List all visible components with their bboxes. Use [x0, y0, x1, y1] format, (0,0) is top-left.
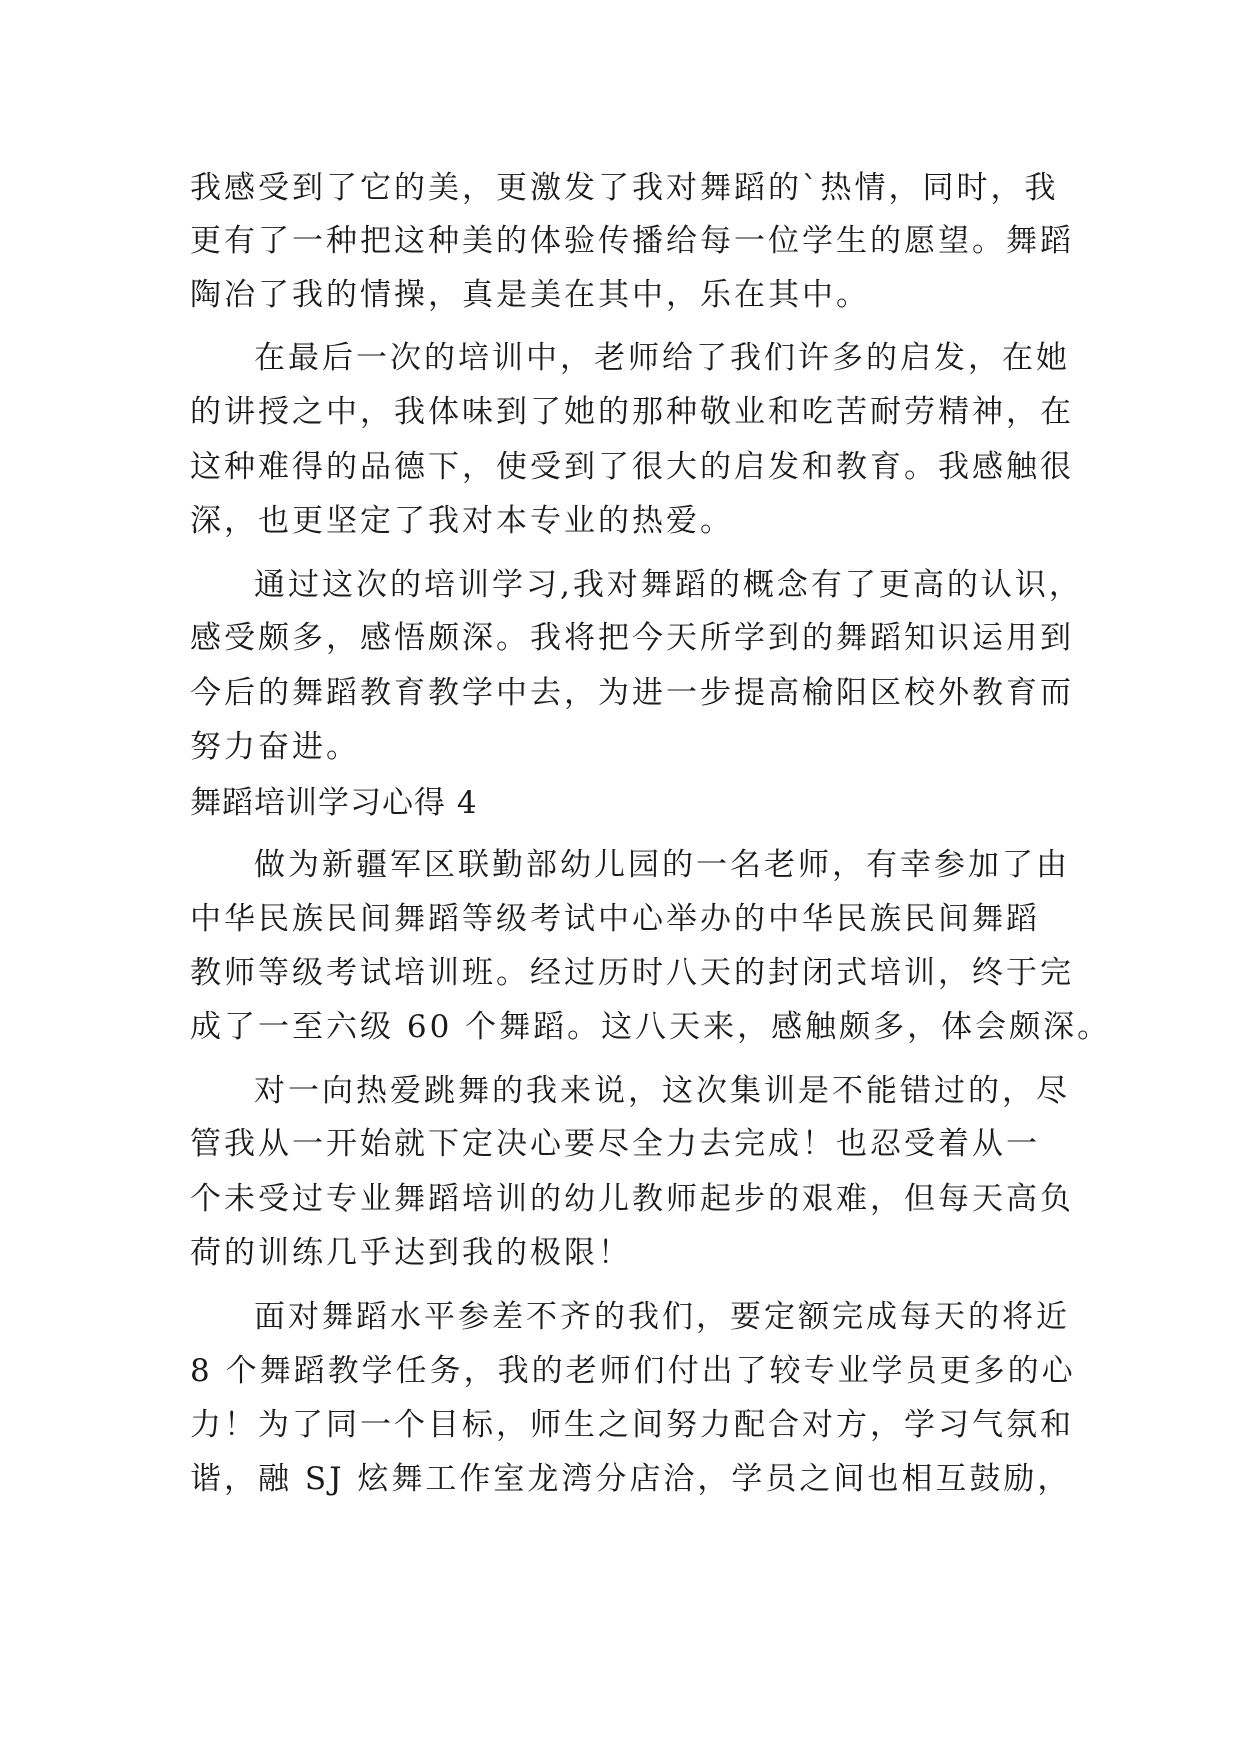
text-line: 个未受过专业舞蹈培训的幼儿教师起步的艰难，但每天高负: [190, 1181, 1074, 1217]
paragraph-first-line: 面对舞蹈水平参差不齐的我们，要定额完成每天的将近: [254, 1299, 1070, 1335]
text-line: 管我从一开始就下定决心要尽全力去完成！也忍受着从一: [190, 1126, 1040, 1162]
text-line: 更有了一种把这种美的体验传播给每一位学生的愿望。舞蹈: [190, 223, 1074, 259]
text-line: 成了一至六级 60 个舞蹈。这八天来，感触颇多，体会颇深。: [190, 1009, 1112, 1045]
paragraph-first-line: 做为新疆军区联勤部幼儿园的一名老师，有幸参加了由: [254, 847, 1070, 883]
text-line: 感受颇多，感悟颇深。我将把今天所学到的舞蹈知识运用到: [190, 620, 1074, 656]
text-line: 中华民族民间舞蹈等级考试中心举办的中华民族民间舞蹈: [190, 901, 1040, 937]
paragraph-first-line: 通过这次的培训学习,我对舞蹈的概念有了更高的认识，: [254, 567, 1083, 603]
text-line: 我感受到了它的美，更激发了我对舞蹈的`热情，同时，我: [190, 170, 1059, 206]
text-line: 8 个舞蹈教学任务，我的老师们付出了较专业学员更多的心: [190, 1353, 1076, 1389]
paragraph-first-line: 在最后一次的培训中，老师给了我们许多的启发，在她: [254, 340, 1070, 376]
section-heading: 舞蹈培训学习心得 4: [190, 785, 478, 821]
text-line: 努力奋进。: [190, 729, 360, 765]
text-line: 教师等级考试培训班。经过历时八天的封闭式培训，终于完: [190, 955, 1074, 991]
paragraph-first-line: 对一向热爱跳舞的我来说，这次集训是不能错过的，尽: [254, 1073, 1070, 1109]
text-line: 力！为了同一个目标，师生之间努力配合对方，学习气氛和: [190, 1407, 1074, 1443]
text-line: 陶冶了我的情操，真是美在其中，乐在其中。: [190, 277, 870, 313]
text-line: 谐，融 SJ 炫舞工作室龙湾分店洽，学员之间也相互鼓励，: [190, 1461, 1072, 1497]
text-line: 的讲授之中，我体味到了她的那种敬业和吃苦耐劳精神，在: [190, 394, 1074, 430]
text-line: 今后的舞蹈教育教学中去，为进一步提高榆阳区校外教育而: [190, 675, 1074, 711]
text-line: 这种难得的品德下，使受到了很大的启发和教育。我感触很: [190, 449, 1074, 485]
text-line: 荷的训练几乎达到我的极限！: [190, 1235, 632, 1271]
text-line: 深，也更坚定了我对本专业的热爱。: [190, 503, 734, 539]
